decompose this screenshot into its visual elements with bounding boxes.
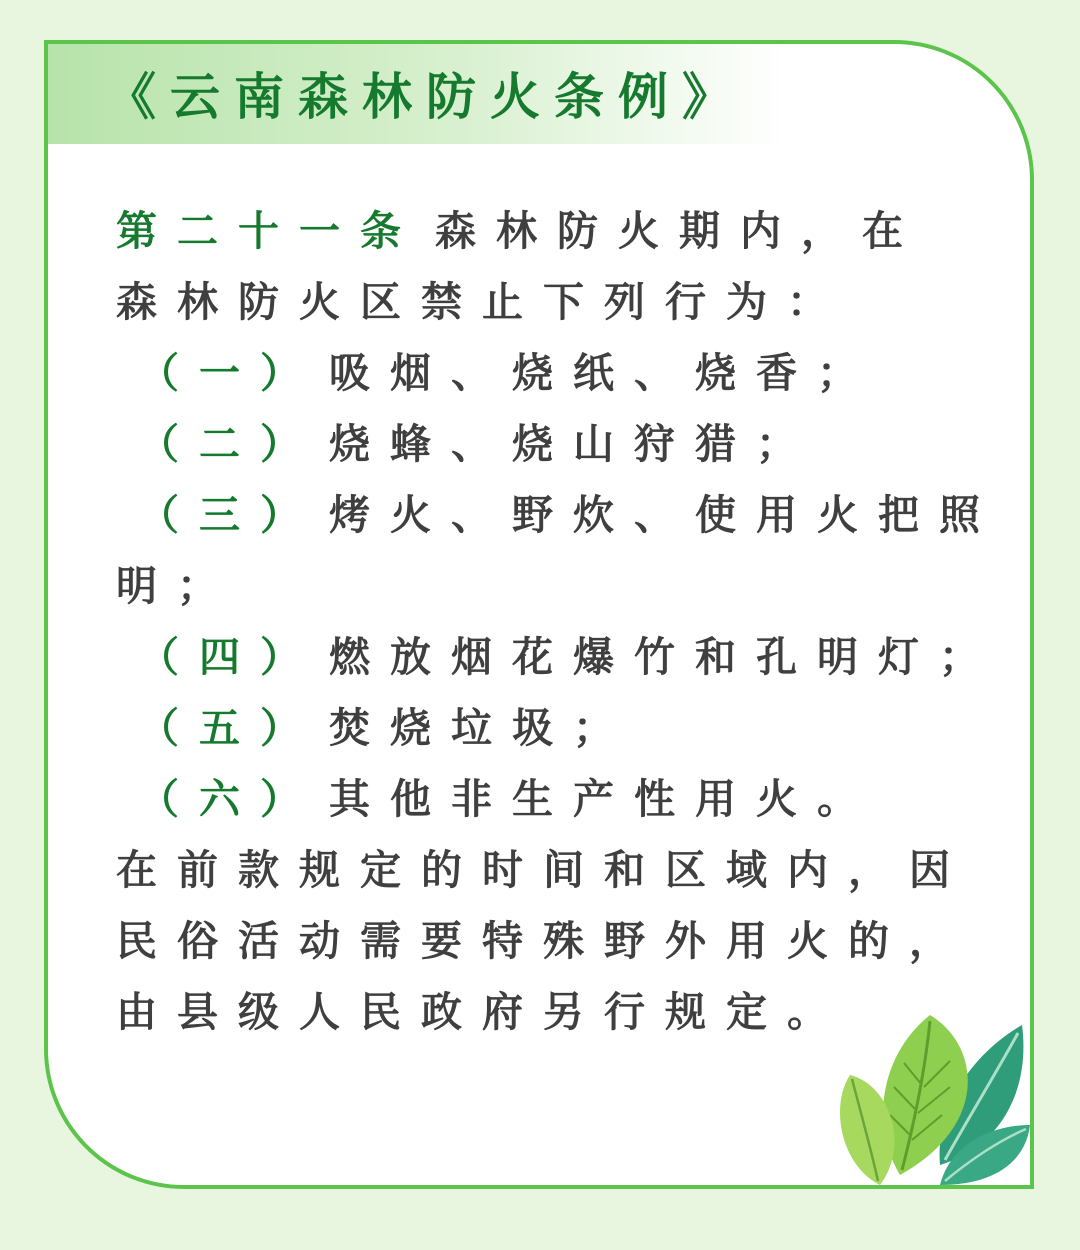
list-item (116, 622, 1000, 693)
closing-line: 在前款规定的时间和区域内，因 (116, 846, 970, 894)
article-text (116, 196, 1000, 1048)
article-intro-2: 森林防火区禁止下列行为： (116, 278, 848, 326)
list-item (116, 480, 1000, 551)
regulation-card (44, 40, 1034, 1189)
item-text: 烤火、野炊、使用火把照 (329, 491, 1000, 539)
item-number: （二） (138, 420, 321, 468)
page-title: 《云南森林防火条例》 (106, 68, 746, 126)
item-number: （四） (138, 633, 321, 681)
title-banner (48, 44, 788, 144)
list-item (116, 338, 976, 409)
item-text: 焚烧垃圾； (329, 704, 634, 752)
closing-line: 由县级人民政府另行规定。 (116, 988, 848, 1036)
list-item (116, 693, 976, 764)
item-continuation: 明； (116, 562, 238, 610)
item-number: （六） (138, 775, 321, 823)
item-number: （一） (138, 349, 321, 397)
list-item (116, 409, 976, 480)
article-first-line (116, 196, 976, 267)
item-text: 燃放烟花爆竹和孔明灯； (329, 633, 1000, 681)
article-intro-1: 森林防火期内，在 (435, 207, 923, 255)
closing-line: 民俗活动需要特殊野外用火的， (116, 917, 970, 965)
item-number: （三） (138, 491, 321, 539)
item-text: 烧蜂、烧山狩猎； (329, 420, 817, 468)
item-number: （五） (138, 704, 321, 752)
leaf-decoration-icon (830, 1015, 1030, 1185)
item-text: 吸烟、烧纸、烧香； (329, 349, 878, 397)
item-text: 其他非生产性用火。 (329, 775, 878, 823)
list-item (116, 764, 976, 835)
article-number: 第二十一条 (116, 207, 421, 255)
